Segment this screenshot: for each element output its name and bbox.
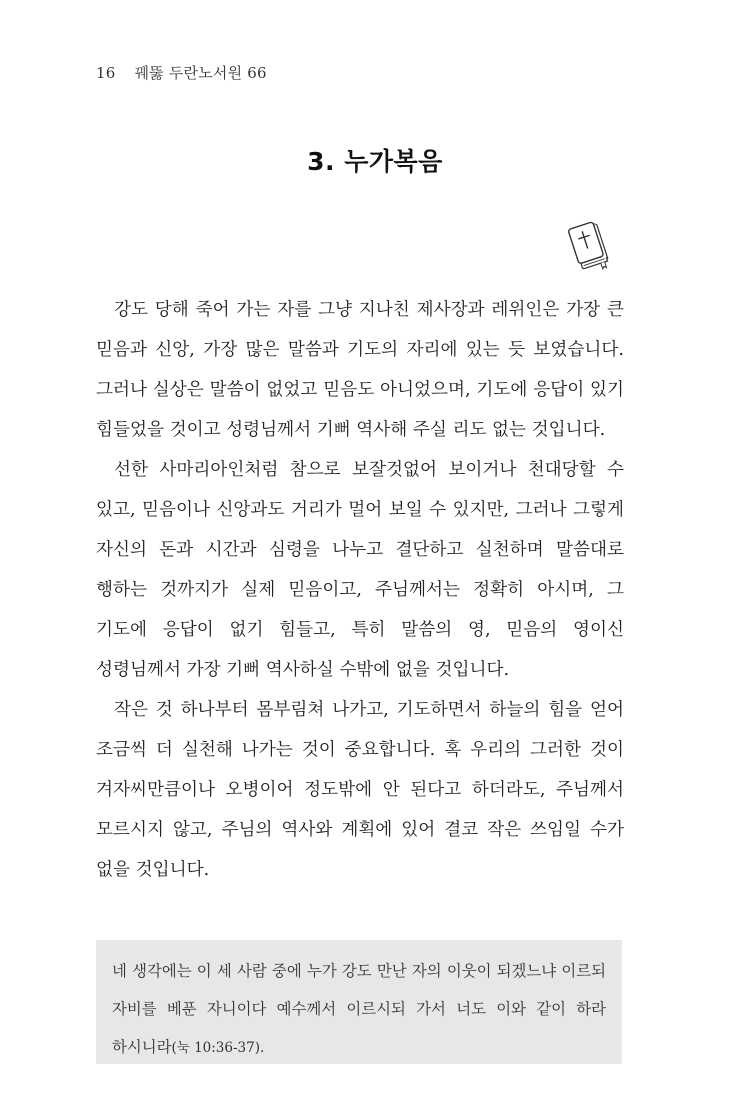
scripture-reference: (눅 10:36-37).: [171, 1040, 265, 1056]
paragraph: 작은 것 하나부터 몸부림쳐 나가고, 기도하면서 하늘의 힘을 얻어 조금씩 더 실천해 나가는 것이 중요합니다. 혹 우리의 그러한 것이 겨자씨만큼이나 오병이어 정도밖에 안 된다고 하더라도, 주님께서 모르시지 않고, 주님의 역사와 계획에 있어 결코 작은 쓰임일 수가 없을 것입니다.: [96, 700, 624, 880]
body-text: [96, 290, 624, 890]
chapter-title: 3. 누가복음: [307, 147, 443, 176]
scripture-quote-text: 네 생각에는 이 세 사람 중에 누가 강도 만난 자의 이웃이 되겠느냐 이르되 자비를 베푼 자니이다 예수께서 이르시되 가서 너도 이와 같이 하라 하시니라: [112, 962, 606, 1056]
scripture-quote-box: [96, 940, 622, 1064]
bible-icon: [562, 216, 616, 276]
running-head: [96, 62, 267, 83]
book-title: 꿰뚫 두란노서원 66: [134, 64, 267, 82]
page-number: 16: [96, 64, 116, 82]
paragraph: 선한 사마리아인처럼 참으로 보잘것없어 보이거나 천대당할 수 있고, 믿음이나 신앙과도 거리가 멀어 보일 수 있지만, 그러나 그렇게 자신의 돈과 시간과 심령을 나누고 결단하고 실천하며 말씀대로 행하는 것까지가 실제 믿음이고, 주님께서는 정확히 아시며, 그 기도에 응답이 없기 힘들고, 특히 말씀의 영, 믿음의 영이신 성령님께서 가장 기뻐 역사하실 수밖에 없을 것입니다.: [96, 460, 624, 680]
paragraph: 강도 당해 죽어 가는 자를 그냥 지나친 제사장과 레위인은 가장 큰 믿음과 신앙, 가장 많은 말씀과 기도의 자리에 있는 듯 보였습니다. 그러나 실상은 말씀이 없었고 믿음도 아니었으며, 기도에 응답이 있기 힘들었을 것이고 성령님께서 기뻐 역사해 주실 리도 없는 것입니다.: [96, 300, 624, 440]
